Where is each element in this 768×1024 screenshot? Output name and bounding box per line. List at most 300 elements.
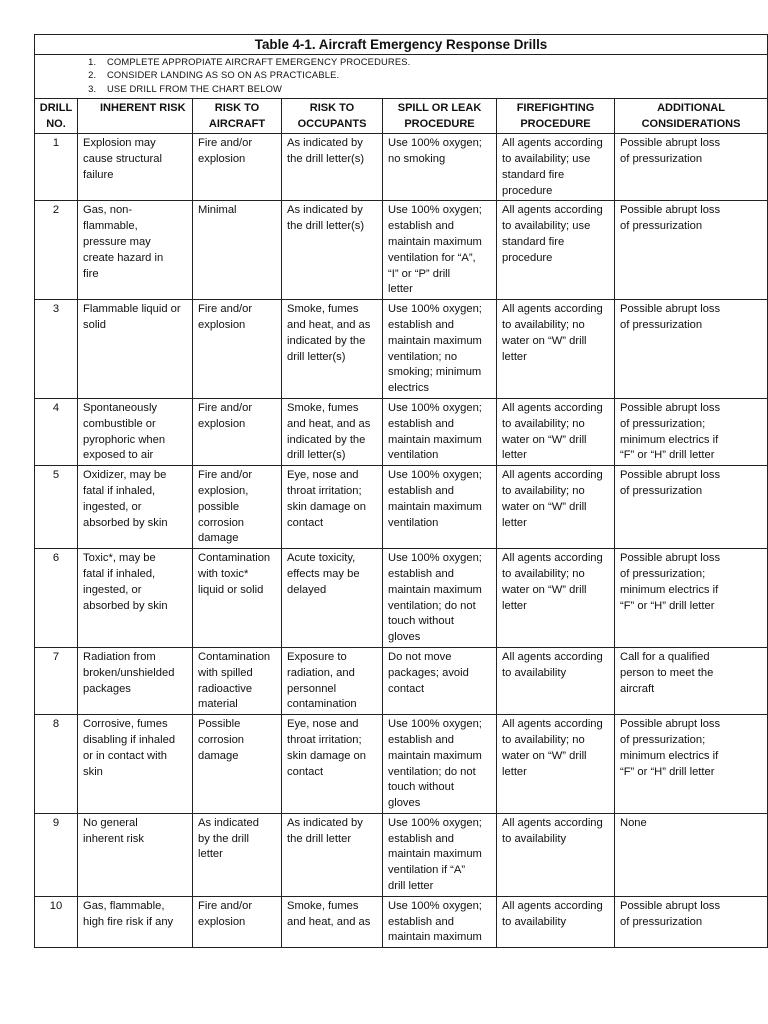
cell-line: ventilation if “A” — [388, 864, 466, 877]
cell-line: Fire and/or — [198, 469, 253, 482]
additional-cell — [615, 813, 768, 896]
spill-procedure-cell — [383, 300, 497, 399]
cell-line: create hazard in — [83, 251, 164, 264]
cell-line: Smoke, fumes — [287, 401, 359, 414]
cell-line: Oxidizer, may be — [83, 469, 167, 482]
cell-line: delayed — [287, 583, 327, 596]
cell-line: letter — [502, 350, 527, 363]
cell-line: skin damage on — [287, 500, 366, 513]
header-risk-to-occupants — [282, 99, 383, 134]
cell-line: procedure — [502, 184, 553, 197]
drill-number-cell: 6 — [35, 549, 78, 648]
risk-to-occupants-cell — [282, 398, 383, 465]
cell-line: skin — [83, 765, 103, 778]
risk-to-aircraft-cell — [193, 549, 282, 648]
cell-line: establish and — [388, 567, 454, 580]
title-row — [35, 35, 768, 55]
cell-line: Possible abrupt loss — [620, 401, 721, 414]
drill-row — [35, 134, 768, 201]
risk-to-occupants-cell — [282, 647, 383, 714]
firefighting-cell — [497, 398, 615, 465]
drill-number-cell: 3 — [35, 300, 78, 399]
cell-line: “F” or “H” drill letter — [620, 599, 715, 612]
additional-cell — [615, 896, 768, 947]
spill-procedure-cell — [383, 134, 497, 201]
cell-line: All agents according — [502, 137, 603, 150]
risk-to-aircraft-cell — [193, 715, 282, 814]
cell-line: packages; avoid — [388, 666, 469, 679]
cell-line: person to meet the — [620, 666, 714, 679]
cell-line: Smoke, fumes — [287, 303, 359, 316]
cell-line: of pressurization; — [620, 417, 706, 430]
cell-line: maintain maximum — [388, 236, 482, 248]
cell-line: Fire and/or — [198, 899, 253, 912]
cell-line: Possible abrupt loss — [620, 899, 721, 912]
drill-row — [35, 647, 768, 714]
cell-line: to availability; use — [502, 153, 591, 166]
cell-line: standard fire — [502, 168, 565, 181]
cell-line: damage — [198, 749, 239, 762]
additional-cell — [615, 466, 768, 549]
drills-document — [34, 34, 767, 948]
cell-line: and heat, and as — [287, 915, 371, 928]
drill-row — [35, 398, 768, 465]
header-risk-to-aircraft — [193, 99, 282, 134]
cell-line: Possible abrupt loss — [620, 137, 721, 150]
cell-line: As indicated — [198, 816, 259, 829]
cell-line: Explosion may — [83, 137, 156, 150]
header-row — [35, 99, 768, 134]
drill-row — [35, 300, 768, 399]
cell-line: Fire and/or — [198, 303, 253, 316]
cell-line: maintain maximum — [388, 500, 482, 513]
header-firefighting — [497, 99, 615, 134]
cell-line: of pressurization — [620, 220, 703, 233]
cell-line: damage — [198, 532, 239, 545]
drill-row — [35, 813, 768, 896]
cell-line: corrosion — [198, 733, 245, 746]
cell-line: pyrophoric when — [83, 433, 166, 446]
header-spill-or-leak — [383, 99, 497, 134]
cell-line: Contamination — [198, 650, 271, 663]
cell-line: material — [198, 698, 238, 711]
header-additional — [615, 99, 768, 134]
cell-line: fatal if inhaled, — [83, 484, 156, 497]
additional-cell — [615, 300, 768, 399]
spill-procedure-cell — [383, 549, 497, 648]
risk-to-aircraft-cell — [193, 896, 282, 947]
cell-line: disabling if inhaled — [83, 733, 176, 746]
cell-line: PROCEDURE — [520, 117, 591, 130]
header-drill-no — [35, 99, 78, 134]
cell-line: combustible or — [83, 417, 156, 430]
drill-number-cell: 5 — [35, 466, 78, 549]
cell-line: contact — [287, 516, 324, 529]
cell-line: Exposure to — [287, 650, 347, 663]
additional-cell — [615, 201, 768, 300]
cell-line: the drill letter(s) — [287, 153, 365, 166]
cell-line: Toxic*, may be — [83, 552, 156, 565]
cell-line: broken/unshielded — [83, 666, 175, 679]
cell-line: drill letter — [388, 880, 434, 893]
cell-line: standard fire — [502, 236, 565, 248]
cell-line: to availability; no — [502, 417, 585, 430]
inherent-risk-cell — [78, 201, 193, 300]
cell-line: absorbed by skin — [83, 516, 168, 529]
cell-line: All agents according — [502, 899, 603, 912]
cell-line: OCCUPANTS — [297, 117, 367, 130]
cell-line: the drill letter(s) — [287, 220, 365, 233]
cell-line: All agents according — [502, 650, 603, 663]
risk-to-occupants-cell — [282, 549, 383, 648]
cell-line: ventilation; no — [388, 350, 458, 363]
cell-line: SPILL OR LEAK — [397, 102, 482, 115]
cell-line: RISK TO — [214, 102, 260, 115]
cell-line: explosion — [198, 153, 246, 166]
drill-number-cell: 8 — [35, 715, 78, 814]
risk-to-aircraft-cell — [193, 813, 282, 896]
risk-to-occupants-cell — [282, 896, 383, 947]
cell-line: Use 100% oxygen; — [388, 469, 482, 482]
cell-line: Use 100% oxygen; — [388, 401, 482, 414]
cell-line: high fire risk if any — [83, 915, 174, 928]
drill-number-cell: 9 — [35, 813, 78, 896]
cell-line: “I” or “P” drill — [388, 267, 451, 280]
cell-line: fire — [83, 267, 99, 280]
inherent-risk-cell — [78, 813, 193, 896]
inherent-risk-cell — [78, 549, 193, 648]
header-inherent-risk — [78, 99, 193, 134]
firefighting-cell — [497, 466, 615, 549]
cell-line: water on “W” drill — [502, 583, 587, 596]
cell-line: explosion — [198, 915, 246, 928]
cell-line: “F” or “H” drill letter — [620, 449, 715, 462]
cell-line: Call for a qualified — [620, 650, 710, 663]
risk-to-occupants-cell — [282, 134, 383, 201]
spill-procedure-cell — [383, 813, 497, 896]
cell-line: radioactive — [198, 682, 253, 695]
firefighting-cell — [497, 201, 615, 300]
cell-line: exposed to air — [83, 449, 154, 462]
cell-line: letter — [502, 599, 527, 612]
spill-procedure-cell — [383, 896, 497, 947]
cell-line: cause structural — [83, 153, 162, 166]
cell-line: Acute toxicity, — [287, 552, 356, 565]
firefighting-cell — [497, 647, 615, 714]
cell-line: drill letter(s) — [287, 350, 346, 363]
cell-line: packages — [83, 682, 131, 695]
cell-line: Use 100% oxygen; — [388, 303, 482, 316]
cell-line: maintain maximum — [388, 583, 482, 596]
cell-line: establish and — [388, 733, 454, 746]
cell-line: Smoke, fumes — [287, 899, 359, 912]
cell-line: by the drill — [198, 832, 249, 845]
cell-line: letter — [502, 449, 527, 462]
cell-line: ventilation; do not — [388, 765, 476, 778]
cell-line: skin damage on — [287, 749, 366, 762]
drill-number-cell: 1 — [35, 134, 78, 201]
cell-line: possible — [198, 500, 240, 513]
cell-line: throat irritation; — [287, 733, 362, 746]
spill-procedure-cell — [383, 201, 497, 300]
cell-line: All agents according — [502, 469, 603, 482]
firefighting-cell — [497, 813, 615, 896]
cell-line: drill letter(s) — [287, 449, 346, 462]
cell-line: contact — [287, 765, 324, 778]
firefighting-cell — [497, 134, 615, 201]
risk-to-occupants-cell — [282, 715, 383, 814]
cell-line: touch without — [388, 781, 454, 794]
cell-line: of pressurization — [620, 318, 703, 331]
drill-number-cell: 10 — [35, 896, 78, 947]
emergency-drills-table — [34, 34, 768, 948]
cell-line: All agents according — [502, 718, 603, 731]
cell-line: liquid or solid — [198, 583, 264, 596]
firefighting-cell — [497, 549, 615, 648]
cell-line: ADDITIONAL — [657, 102, 725, 115]
cell-line: “F” or “H” drill letter — [620, 765, 715, 778]
cell-line: Use 100% oxygen; — [388, 137, 482, 150]
inherent-risk-cell — [78, 300, 193, 399]
cell-line: of pressurization — [620, 915, 703, 928]
cell-line: letter — [388, 283, 413, 296]
cell-line: absorbed by skin — [83, 599, 168, 612]
cell-line: ventilation — [388, 449, 439, 462]
spill-procedure-cell — [383, 466, 497, 549]
cell-line: Use 100% oxygen; — [388, 816, 482, 829]
cell-line: ventilation for “A”, — [388, 251, 476, 264]
drill-row — [35, 896, 768, 947]
risk-to-aircraft-cell — [193, 647, 282, 714]
cell-line: to availability — [502, 666, 567, 679]
risk-to-occupants-cell — [282, 300, 383, 399]
table-title: Table 4-1. Aircraft Emergency Response Drills — [35, 35, 768, 55]
cell-line: maintain maximum — [388, 848, 482, 861]
cell-line: Eye, nose and — [287, 469, 359, 482]
cell-line: maintain maximum — [388, 334, 482, 347]
cell-line: and heat, and as — [287, 318, 371, 331]
cell-line: All agents according — [502, 204, 603, 217]
firefighting-cell — [497, 896, 615, 947]
cell-line: letter — [198, 848, 223, 861]
inherent-risk-cell — [78, 896, 193, 947]
cell-line: to availability; no — [502, 567, 585, 580]
cell-line: gloves — [388, 631, 421, 644]
cell-line: DRILL — [39, 102, 73, 115]
cell-line: INHERENT RISK — [100, 102, 186, 115]
risk-to-aircraft-cell — [193, 134, 282, 201]
drill-number-cell: 7 — [35, 647, 78, 714]
cell-line: All agents according — [502, 303, 603, 316]
note-item: 3. USE DRILL FROM THE CHART BELOW — [99, 82, 763, 95]
cell-line: of pressurization — [620, 153, 703, 166]
cell-line: gloves — [388, 797, 421, 810]
additional-cell — [615, 134, 768, 201]
drill-row — [35, 201, 768, 300]
cell-line: establish and — [388, 318, 454, 331]
cell-line: All agents according — [502, 401, 603, 414]
cell-line: Gas, non- — [83, 204, 133, 217]
cell-line: water on “W” drill — [502, 749, 587, 762]
risk-to-occupants-cell — [282, 201, 383, 300]
cell-line: Eye, nose and — [287, 718, 359, 731]
cell-line: explosion — [198, 417, 246, 430]
cell-line: NO. — [46, 117, 66, 130]
notes-row — [35, 55, 768, 99]
risk-to-occupants-cell — [282, 466, 383, 549]
cell-line: indicated by the — [287, 433, 366, 446]
cell-line: failure — [83, 168, 114, 181]
cell-line: no smoking — [388, 153, 446, 166]
cell-line: corrosion — [198, 516, 245, 529]
cell-line: FIREFIGHTING — [516, 102, 595, 115]
cell-line: maintain maximum — [388, 749, 482, 762]
cell-line: of pressurization; — [620, 733, 706, 746]
cell-line: to availability; use — [502, 220, 591, 233]
cell-line: electrics — [388, 382, 430, 395]
cell-line: radiation, and — [287, 666, 355, 679]
cell-line: Gas, flammable, — [83, 899, 165, 912]
cell-line: PROCEDURE — [404, 117, 475, 130]
cell-line: Contamination — [198, 552, 271, 565]
cell-line: effects may be — [287, 567, 360, 580]
cell-line: None — [620, 816, 647, 829]
cell-line: ingested, or — [83, 500, 142, 513]
cell-line: letter — [502, 516, 527, 529]
cell-line: Corrosive, fumes — [83, 718, 168, 731]
notes-list — [59, 55, 763, 95]
cell-line: water on “W” drill — [502, 500, 587, 513]
cell-line: or in contact with — [83, 749, 167, 762]
cell-line: to availability — [502, 832, 567, 845]
cell-line: All agents according — [502, 816, 603, 829]
cell-line: Use 100% oxygen; — [388, 718, 482, 731]
note-item: 2. CONSIDER LANDING AS SO ON AS PRACTICABLE. — [99, 68, 763, 81]
cell-line: As indicated by — [287, 816, 363, 829]
inherent-risk-cell — [78, 466, 193, 549]
drill-row — [35, 466, 768, 549]
cell-line: Possible abrupt loss — [620, 718, 721, 731]
cell-line: contact — [388, 682, 425, 695]
cell-line: personnel — [287, 682, 337, 695]
cell-line: indicated by the — [287, 334, 366, 347]
cell-line: CONSIDERATIONS — [641, 117, 741, 130]
cell-line: Fire and/or — [198, 401, 253, 414]
cell-line: pressure may — [83, 236, 151, 248]
cell-line: solid — [83, 318, 107, 331]
cell-line: letter — [502, 765, 527, 778]
cell-line: of pressurization — [620, 484, 703, 497]
inherent-risk-cell — [78, 134, 193, 201]
cell-line: explosion, — [198, 484, 249, 497]
firefighting-cell — [497, 715, 615, 814]
cell-line: establish and — [388, 484, 454, 497]
cell-line: the drill letter — [287, 832, 352, 845]
cell-line: flammable, — [83, 220, 138, 233]
risk-to-aircraft-cell — [193, 300, 282, 399]
cell-line: AIRCRAFT — [208, 117, 266, 130]
spill-procedure-cell — [383, 398, 497, 465]
cell-line: Possible abrupt loss — [620, 552, 721, 565]
cell-line: Possible abrupt loss — [620, 469, 721, 482]
cell-line: Use 100% oxygen; — [388, 552, 482, 565]
cell-line: As indicated by — [287, 137, 363, 150]
cell-line: No general — [83, 816, 138, 829]
risk-to-aircraft-cell — [193, 466, 282, 549]
cell-line: Use 100% oxygen; — [388, 204, 482, 217]
cell-line: minimum electrics if — [620, 433, 719, 446]
risk-to-aircraft-cell — [193, 201, 282, 300]
cell-line: All agents according — [502, 552, 603, 565]
cell-line: aircraft — [620, 682, 655, 695]
cell-line: establish and — [388, 832, 454, 845]
cell-line: Fire and/or — [198, 137, 253, 150]
cell-line: fatal if inhaled, — [83, 567, 156, 580]
firefighting-cell — [497, 300, 615, 399]
inherent-risk-cell — [78, 715, 193, 814]
cell-line: Possible abrupt loss — [620, 204, 721, 217]
cell-line: and heat, and as — [287, 417, 371, 430]
cell-line: to availability; no — [502, 733, 585, 746]
additional-cell — [615, 398, 768, 465]
cell-line: Possible — [198, 718, 241, 731]
cell-line: establish and — [388, 220, 454, 233]
inherent-risk-cell — [78, 398, 193, 465]
drill-row — [35, 715, 768, 814]
cell-line: with toxic* — [198, 567, 249, 580]
risk-to-aircraft-cell — [193, 398, 282, 465]
drill-number-cell: 4 — [35, 398, 78, 465]
additional-cell — [615, 549, 768, 648]
cell-line: ventilation; do not — [388, 599, 476, 612]
cell-line: explosion — [198, 318, 246, 331]
cell-line: Radiation from — [83, 650, 156, 663]
cell-line: minimum electrics if — [620, 749, 719, 762]
cell-line: water on “W” drill — [502, 433, 587, 446]
cell-line: RISK TO — [309, 102, 355, 115]
cell-line: smoking; minimum — [388, 366, 482, 379]
cell-line: minimum electrics if — [620, 583, 719, 596]
inherent-risk-cell — [78, 647, 193, 714]
cell-line: Possible abrupt loss — [620, 303, 721, 316]
cell-line: procedure — [502, 251, 553, 264]
cell-line: touch without — [388, 615, 454, 628]
notes-cell — [35, 55, 768, 99]
cell-line: establish and — [388, 417, 454, 430]
cell-line: ingested, or — [83, 583, 142, 596]
cell-line: Do not move — [388, 650, 452, 663]
spill-procedure-cell — [383, 647, 497, 714]
drill-row — [35, 549, 768, 648]
note-item: 1. COMPLETE APPROPIATE AIRCRAFT EMERGENCY PROCEDURES. — [99, 55, 763, 68]
cell-line: to availability — [502, 915, 567, 928]
drill-number-cell: 2 — [35, 201, 78, 300]
cell-line: Flammable liquid or — [83, 303, 181, 316]
additional-cell — [615, 715, 768, 814]
cell-line: throat irritation; — [287, 484, 362, 497]
cell-line: water on “W” drill — [502, 334, 587, 347]
cell-line: As indicated by — [287, 204, 363, 217]
cell-line: to availability; no — [502, 484, 585, 497]
cell-line: establish and — [388, 915, 454, 928]
cell-line: maintain maximum — [388, 433, 482, 446]
cell-line: Spontaneously — [83, 401, 158, 414]
cell-line: inherent risk — [83, 832, 144, 845]
cell-line: Minimal — [198, 204, 237, 217]
cell-line: Use 100% oxygen; — [388, 899, 482, 912]
cell-line: ventilation — [388, 516, 439, 529]
additional-cell — [615, 647, 768, 714]
